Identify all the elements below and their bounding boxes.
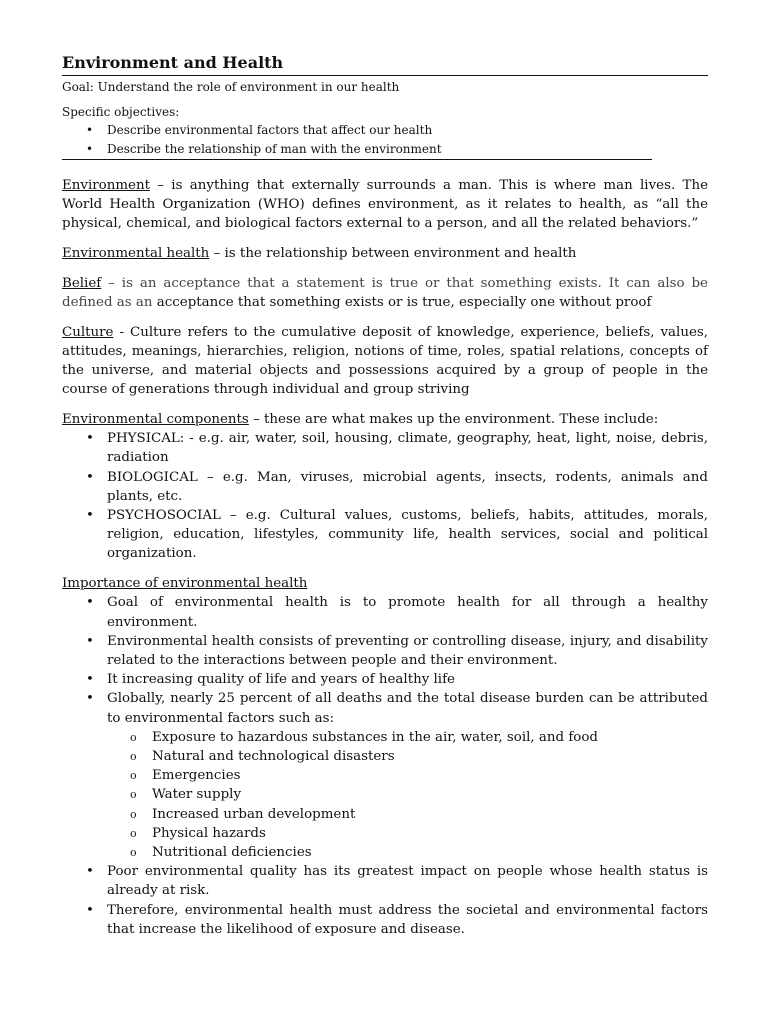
importance-list: [62, 593, 708, 939]
importance-section: [62, 574, 708, 939]
factor-item: o Emergencies: [152, 766, 708, 785]
factor-item: o Natural and technological disasters: [152, 747, 708, 766]
definition-environmental-health: [62, 244, 708, 263]
term-culture: Culture: [62, 324, 114, 340]
components-intro: [62, 410, 708, 429]
component-item: • BIOLOGICAL – e.g. Man, viruses, microbial agents, insects, rodents, animals and plants, etc.: [107, 468, 708, 506]
factor-item: o Exposure to hazardous substances in the air, water, soil, and food: [152, 728, 708, 747]
objectives-list: [62, 121, 708, 159]
component-item: • PHYSICAL: - e.g. air, water, soil, housing, climate, geography, heat, light, noise, debris, radiation: [107, 429, 708, 467]
term-belief: Belief: [62, 275, 102, 291]
components-intro-text: – these are what makes up the environment. These include:: [248, 412, 659, 428]
definition-text: acceptance that something exists or is true, especially one without proof: [156, 295, 652, 311]
importance-item-text: Globally, nearly 25 percent of all deaths and the total disease burden can be attributed to environmental factors such as:: [107, 691, 708, 726]
document-page: [62, 52, 708, 950]
objectives-heading: Specific objectives:: [62, 105, 180, 119]
importance-item: • Goal of environmental health is to promote health for all through a healthy environment.: [107, 593, 708, 631]
definition-culture: [62, 323, 708, 400]
importance-item: • Environmental health consists of preventing or controlling disease, injury, and disability related to the interactions between people and their environment.: [107, 632, 708, 670]
definition-text: - Culture refers to the cumulative deposit of knowledge, experience, beliefs, values, attitudes, meanings, hierarchies, religion, notions of time, roles, spatial relations, concepts of the universe, and material objects and possessions acquired by a group of people in the course of generations through individual and group striving: [62, 324, 708, 398]
factor-item: o Physical hazards: [152, 824, 708, 843]
document-body: [62, 176, 708, 939]
importance-item: [107, 689, 708, 862]
definition-text: – is the relationship between environment and health: [209, 246, 577, 262]
importance-item: • It increasing quality of life and years of healthy life: [107, 670, 708, 689]
environmental-factors-list: [107, 728, 708, 862]
factor-item: o Nutritional deficiencies: [152, 843, 708, 862]
definition-environment: [62, 176, 708, 234]
components-list: [62, 429, 708, 563]
term-environmental-health: Environmental health: [62, 246, 210, 262]
importance-item: • Therefore, environmental health must address the societal and environmental factors that increase the likelihood of exposure and disease.: [107, 901, 708, 939]
definition-text-gray: – is an acceptance that a statement is true or that something exists. It can also be defined as an: [62, 275, 708, 311]
components-section: [62, 410, 708, 564]
section-divider: [62, 159, 652, 160]
definition-text: – is anything that externally surrounds a man. This is where man lives. The World Health Organization (WHO) defines environment, as it relates to health, as “all the physical, chemical, and biological factors external to a person, and all the related behaviors.”: [62, 178, 708, 232]
objective-item: • Describe environmental factors that affect our health: [107, 121, 708, 140]
importance-heading: [62, 574, 708, 593]
definition-belief: [62, 274, 708, 312]
goal-statement: Goal: Understand the role of environment in our health: [62, 80, 400, 94]
term-environmental-components: Environmental components: [62, 412, 249, 428]
factor-item: o Water supply: [152, 785, 708, 804]
factor-item: o Increased urban development: [152, 805, 708, 824]
objective-item: • Describe the relationship of man with the environment: [107, 140, 708, 159]
term-importance: Importance of environmental health: [62, 576, 308, 592]
document-title: Environment and Health: [62, 52, 708, 76]
objectives-section: [62, 104, 708, 159]
component-item: • PSYCHOSOCIAL – e.g. Cultural values, customs, beliefs, habits, attitudes, morals, religion, education, lifestyles, community life, health services, social and political organization.: [107, 506, 708, 564]
term-environment: Environment: [62, 178, 150, 193]
importance-item: • Poor environmental quality has its greatest impact on people whose health status is already at risk.: [107, 862, 708, 900]
